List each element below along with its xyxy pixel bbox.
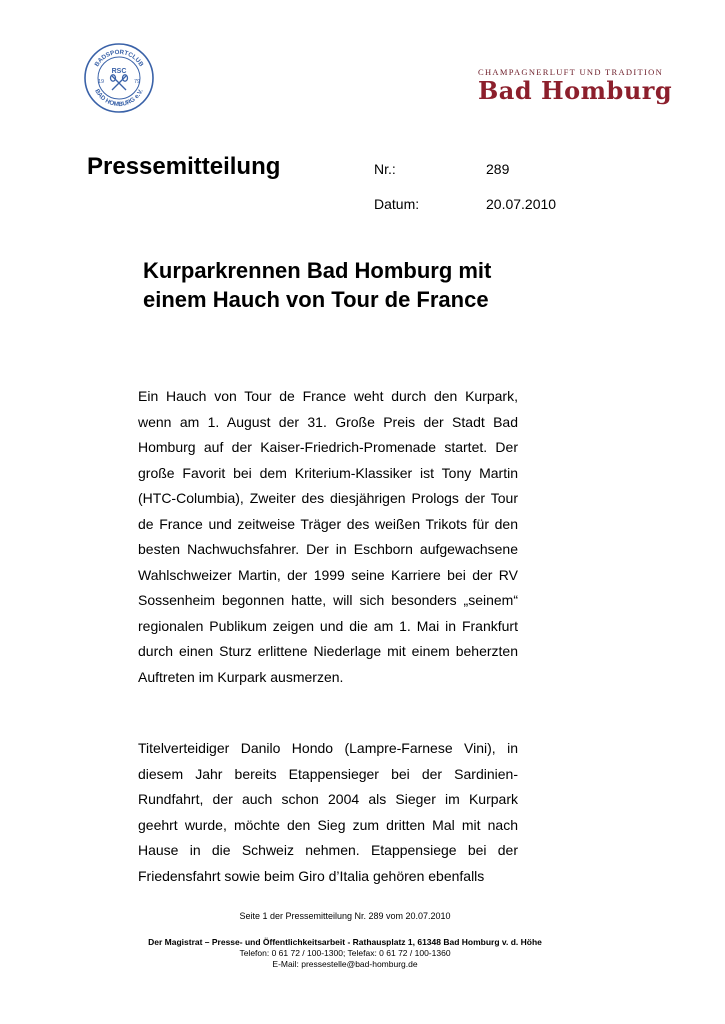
svg-text:BADSPORTCLUB bbox=[93, 49, 144, 69]
nr-value: 289 bbox=[486, 161, 510, 177]
paragraph-2: Titelverteidiger Danilo Hondo (Lampre-Farnese Vini), in diesem Jahr bereits Etappensieger bei der Sardinien-Rundfahrt, der auch schon 2004 als Sieger im Kurpark geehrt wurde, möchte den Sieg zum dritten Mal mit nach Hause in die Schweiz nehmen. Etappensiege bei der Friedensfahrt sowie beim Giro d’Italia gehören ebenfalls bbox=[138, 740, 518, 884]
footer-address: Der Magistrat – Presse- und Öffentlichkeitsarbeit - Rathausplatz 1, 61348 Bad Homburg v. d. Höhe bbox=[148, 937, 542, 947]
page-title: Pressemitteilung bbox=[87, 153, 281, 180]
seal-top-text: BADSPORTCLUB bbox=[93, 48, 145, 68]
svg-text:BAD HOMBURG e.V. bbox=[93, 88, 145, 108]
badsportclub-seal-logo bbox=[83, 42, 155, 114]
seal-year-left: 19 bbox=[97, 79, 105, 85]
seal-initials: RSC bbox=[111, 68, 127, 75]
seal-bottom-text: BAD HOMBURG e.V. bbox=[93, 87, 145, 109]
brand-logo-text: Bad Homburg bbox=[478, 76, 673, 105]
nr-label: Nr.: bbox=[374, 161, 396, 177]
date-label: Datum: bbox=[374, 196, 420, 212]
brand-tagline: CHAMPAGNERLUFT UND TRADITION bbox=[478, 67, 664, 77]
footer-phone: Telefon: 0 61 72 / 100-1300; Telefax: 0 61 72 / 100-1360 bbox=[239, 948, 451, 958]
date-value: 20.07.2010 bbox=[486, 196, 557, 212]
footer-email: E-Mail: pressestelle@bad-homburg.de bbox=[272, 959, 418, 969]
article-headline: Kurparkrennen Bad Homburg mit einem Hauch von Tour de France bbox=[143, 258, 492, 312]
page-counter: Seite 1 der Pressemitteilung Nr. 289 vom 20.07.2010 bbox=[239, 911, 451, 921]
crossed-rackets-icon bbox=[111, 75, 128, 90]
seal-year-right: 79 bbox=[133, 79, 141, 85]
page-footer bbox=[0, 937, 690, 970]
paragraph-1: Ein Hauch von Tour de France weht durch den Kurpark, wenn am 1. August der 31. Große Preis der Stadt Bad Homburg auf der Kaiser-Friedrich-Promenade startet. Der große Favorit bei dem Kriterium-Klassiker ist Tony Martin (HTC-Columbia), Zweiter des diesjährigen Prologs der Tour de France und zeitweise Träger des weißen Trikots für den besten Nachwuchsfahrer. Der in Eschborn aufgewachsene Wahlschweizer Martin, der 1999 seine Karriere bei der RV Sossenheim begonnen hatte, will sich besonders „seinem“ regionalen Publikum zeigen und die am 1. Mai in Frankfurt durch einen Sturz erlittene Niederlage mit einem beherzten Auftreten im Kurpark ausmerzen. bbox=[138, 388, 518, 685]
